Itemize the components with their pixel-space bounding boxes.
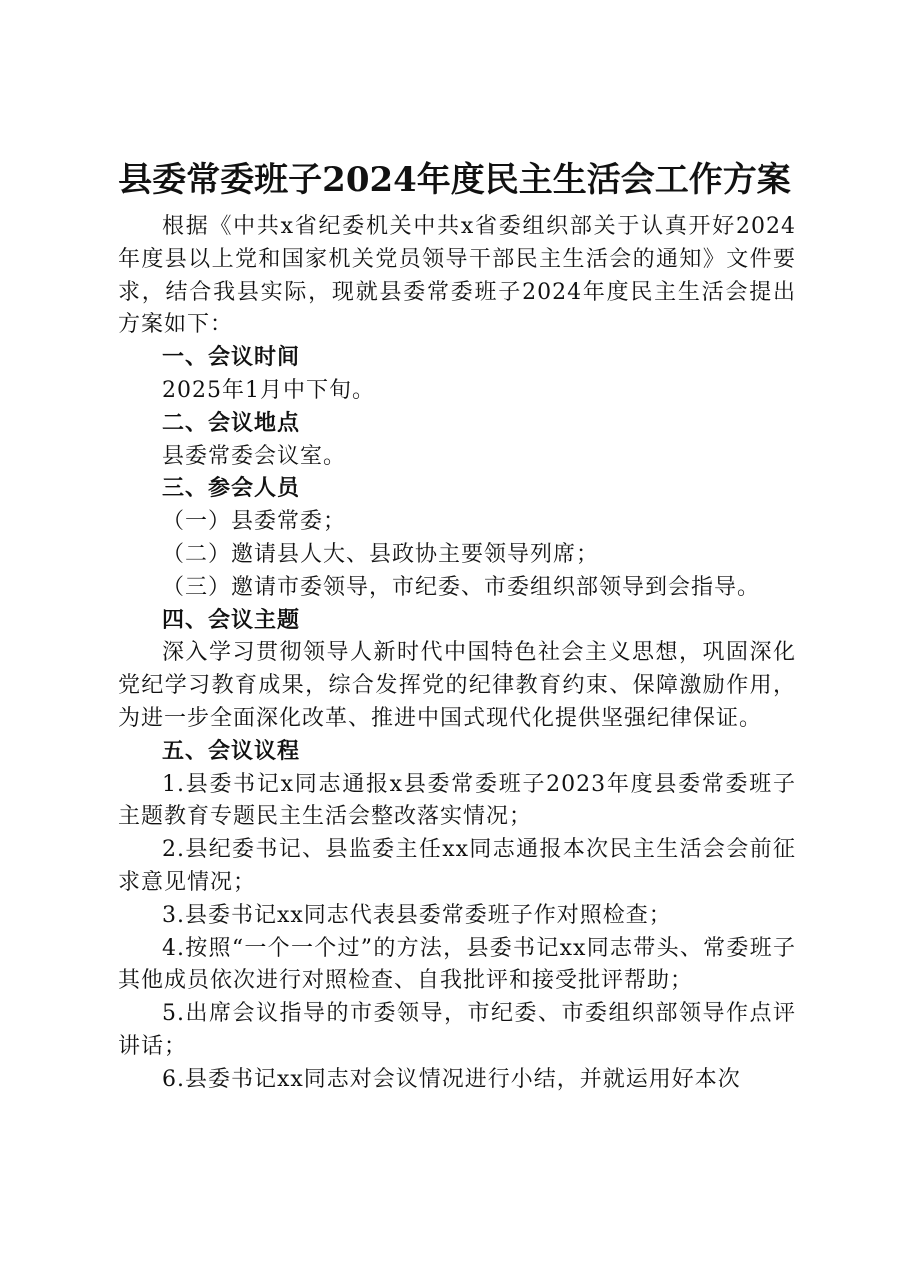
attendees-item-1: （一）县委常委；	[162, 509, 347, 535]
section-heading-meeting-time: 一、会议时间	[162, 345, 301, 371]
agenda-item-6: 6.县委书记xx同志对会议情况进行小结，并就运用好本次	[162, 1066, 741, 1092]
section-heading-attendees: 三、参会人员	[162, 476, 301, 502]
attendees-item-2: （二）邀请县人大、县政协主要领导列席；	[162, 541, 600, 567]
agenda-item-2: 2.县纪委书记、县监委主任xx同志通报本次民主生活会会前征求意见情况；	[118, 837, 796, 895]
attendees-item-3: （三）邀请市委领导，市纪委、市委组织部领导到会指导。	[162, 574, 761, 600]
meeting-time-text: 2025年1月中下旬。	[162, 377, 375, 403]
document-title: 县委常委班子2024年度民主生活会工作方案	[118, 160, 791, 200]
section-heading-agenda: 五、会议议程	[162, 738, 301, 764]
agenda-item-4: 4.按照“一个一个过”的方法，县委书记xx同志带头、常委班子其他成员依次进行对照检查、自我批评和接受批评帮助；	[118, 935, 796, 994]
section-heading-meeting-location: 二、会议地点	[162, 410, 301, 436]
section-heading-theme: 四、会议主题	[162, 607, 301, 633]
agenda-item-5: 5.出席会议指导的市委领导，市纪委、市委组织部领导作点评讲话；	[118, 1001, 796, 1059]
agenda-item-3: 3.县委书记xx同志代表县委常委班子作对照检查；	[162, 902, 672, 928]
intro-paragraph: 根据《中共x省纪委机关中共x省委组织部关于认真开好2024年度县以上党和国家机关党员领导干部民主生活会的通知》文件要求，结合我县实际，现就县委常委班子2024年度民主生活会提出方案如下：	[118, 214, 796, 338]
meeting-location-text: 县委常委会议室。	[162, 443, 347, 469]
document-body	[118, 211, 796, 1097]
agenda-item-1: 1.县委书记x同志通报x县委常委班子2023年度县委常委班子主题教育专题民主生活会整改落实情况；	[118, 771, 796, 830]
theme-paragraph: 深入学习贯彻领导人新时代中国特色社会主义思想，巩固深化党纪学习教育成果，综合发挥党的纪律教育约束、保障激励作用，为进一步全面深化改革、推进中国式现代化提供坚强纪律保证。	[118, 640, 796, 731]
